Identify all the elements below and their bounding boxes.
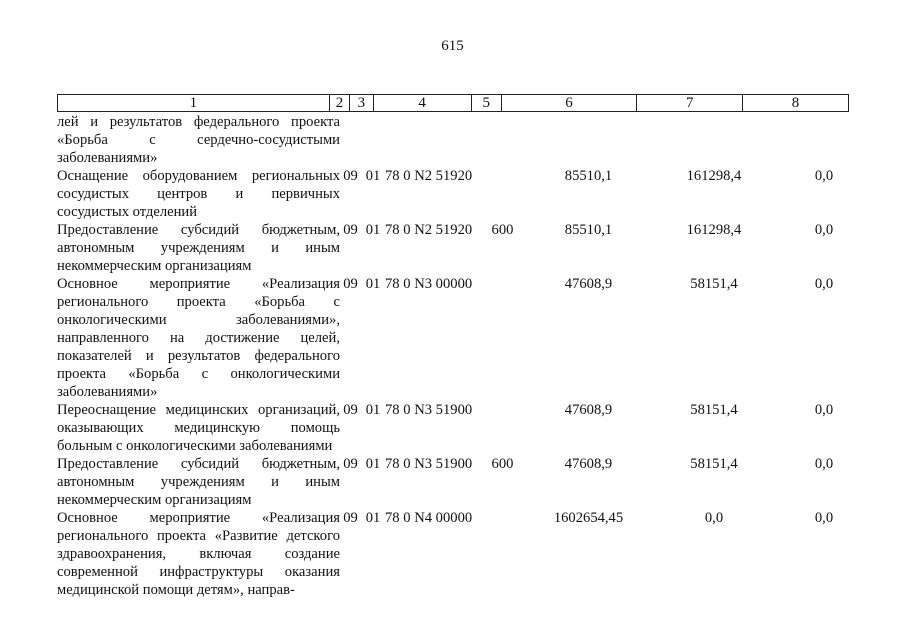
row-description: Предоставление субсидий бюджетным, автономным учреждениям и иным некоммерческим организациям bbox=[57, 456, 340, 508]
row-section: 09 bbox=[343, 222, 358, 238]
row-amount-7: 161298,4 bbox=[686, 168, 742, 184]
row-amount-8: 0,0 bbox=[814, 222, 834, 238]
row-amount-7: 0,0 bbox=[704, 510, 724, 526]
row-expense-type: 600 bbox=[491, 222, 514, 238]
row-expense-type: 600 bbox=[491, 456, 514, 472]
row-amount-7 bbox=[659, 113, 769, 167]
table-row bbox=[57, 167, 879, 221]
row-amount-7: 58151,4 bbox=[690, 456, 738, 472]
row-amount-8: 0,0 bbox=[814, 510, 834, 526]
row-amount-8 bbox=[769, 113, 879, 167]
table-row bbox=[57, 401, 879, 455]
row-section: 09 bbox=[343, 510, 358, 526]
row-expense-type bbox=[487, 167, 518, 221]
row-amount-8: 0,0 bbox=[814, 168, 834, 184]
row-description: лей и результатов федерального проекта «Борьба с сердечно-сосудистыми заболеваниями» bbox=[57, 114, 340, 166]
row-subsection: 01 bbox=[365, 276, 381, 292]
table-row bbox=[57, 221, 879, 275]
row-amount-6: 85510,1 bbox=[564, 222, 613, 238]
row-target-code: 78 0 N2 51920 bbox=[385, 168, 473, 184]
row-amount-7: 58151,4 bbox=[690, 276, 738, 292]
header-col-7: 7 bbox=[637, 95, 743, 112]
row-description: Переоснащение медицинских организаций, оказывающих медицинскую помощь больным с онкологическими заболеваниями bbox=[57, 402, 340, 454]
row-subsection: 01 bbox=[365, 168, 381, 184]
row-amount-6: 47608,9 bbox=[564, 456, 613, 472]
header-col-2: 2 bbox=[329, 95, 349, 112]
row-amount-7: 58151,4 bbox=[690, 402, 738, 418]
row-description: Оснащение оборудованием региональных сосудистых центров и первичных сосудистых отделений bbox=[57, 168, 340, 220]
row-target-code: 78 0 N3 00000 bbox=[385, 276, 473, 292]
row-section: 09 bbox=[343, 402, 358, 418]
row-amount-6: 47608,9 bbox=[564, 402, 613, 418]
table-row bbox=[57, 509, 879, 599]
header-col-1: 1 bbox=[58, 95, 330, 112]
header-col-5: 5 bbox=[471, 95, 501, 112]
budget-table bbox=[57, 113, 879, 599]
row-subsection: 01 bbox=[365, 456, 381, 472]
row-subsection: 01 bbox=[365, 510, 381, 526]
row-amount-6: 85510,1 bbox=[564, 168, 613, 184]
row-description: Основное мероприятие «Реализация регионального проекта «Борьба с онкологическими заболеваниями», направленного на достижение целей, показателей и результатов федерального проекта «Борьба с онкологическими заболеваниями» bbox=[57, 276, 340, 400]
row-expense-type bbox=[487, 113, 518, 167]
row-amount-8: 0,0 bbox=[814, 456, 834, 472]
row-target-code bbox=[385, 113, 487, 167]
header-col-6: 6 bbox=[501, 95, 637, 112]
row-subsection: 01 bbox=[365, 222, 381, 238]
row-amount-6 bbox=[518, 113, 659, 167]
row-section: 09 bbox=[343, 168, 358, 184]
row-amount-6: 47608,9 bbox=[564, 276, 613, 292]
row-subsection: 01 bbox=[365, 402, 381, 418]
row-target-code: 78 0 N4 00000 bbox=[385, 510, 473, 526]
table-row bbox=[57, 113, 879, 167]
row-subsection bbox=[361, 113, 385, 167]
page-number: 615 bbox=[441, 38, 464, 54]
row-expense-type bbox=[487, 401, 518, 455]
row-amount-8: 0,0 bbox=[814, 276, 834, 292]
row-amount-8: 0,0 bbox=[814, 402, 834, 418]
header-col-4: 4 bbox=[373, 95, 471, 112]
header-col-8: 8 bbox=[743, 95, 849, 112]
header-col-3: 3 bbox=[350, 95, 373, 112]
row-amount-7: 161298,4 bbox=[686, 222, 742, 238]
row-section bbox=[340, 113, 361, 167]
table-row bbox=[57, 455, 879, 509]
row-description: Предоставление субсидий бюджетным, автономным учреждениям и иным некоммерческим организациям bbox=[57, 222, 340, 274]
row-amount-6: 1602654,45 bbox=[553, 510, 624, 526]
row-description: Основное мероприятие «Реализация регионального проекта «Развитие детского здравоохранения, включая создание современной инфраструктуры оказания медицинской помощи детям», направ- bbox=[57, 510, 340, 598]
row-target-code: 78 0 N2 51920 bbox=[385, 222, 473, 238]
table-row bbox=[57, 275, 879, 401]
table-header bbox=[57, 94, 849, 112]
row-section: 09 bbox=[343, 456, 358, 472]
row-section: 09 bbox=[343, 276, 358, 292]
row-target-code: 78 0 N3 51900 bbox=[385, 456, 473, 472]
row-expense-type bbox=[487, 275, 518, 401]
row-target-code: 78 0 N3 51900 bbox=[385, 402, 473, 418]
row-expense-type bbox=[487, 509, 518, 599]
